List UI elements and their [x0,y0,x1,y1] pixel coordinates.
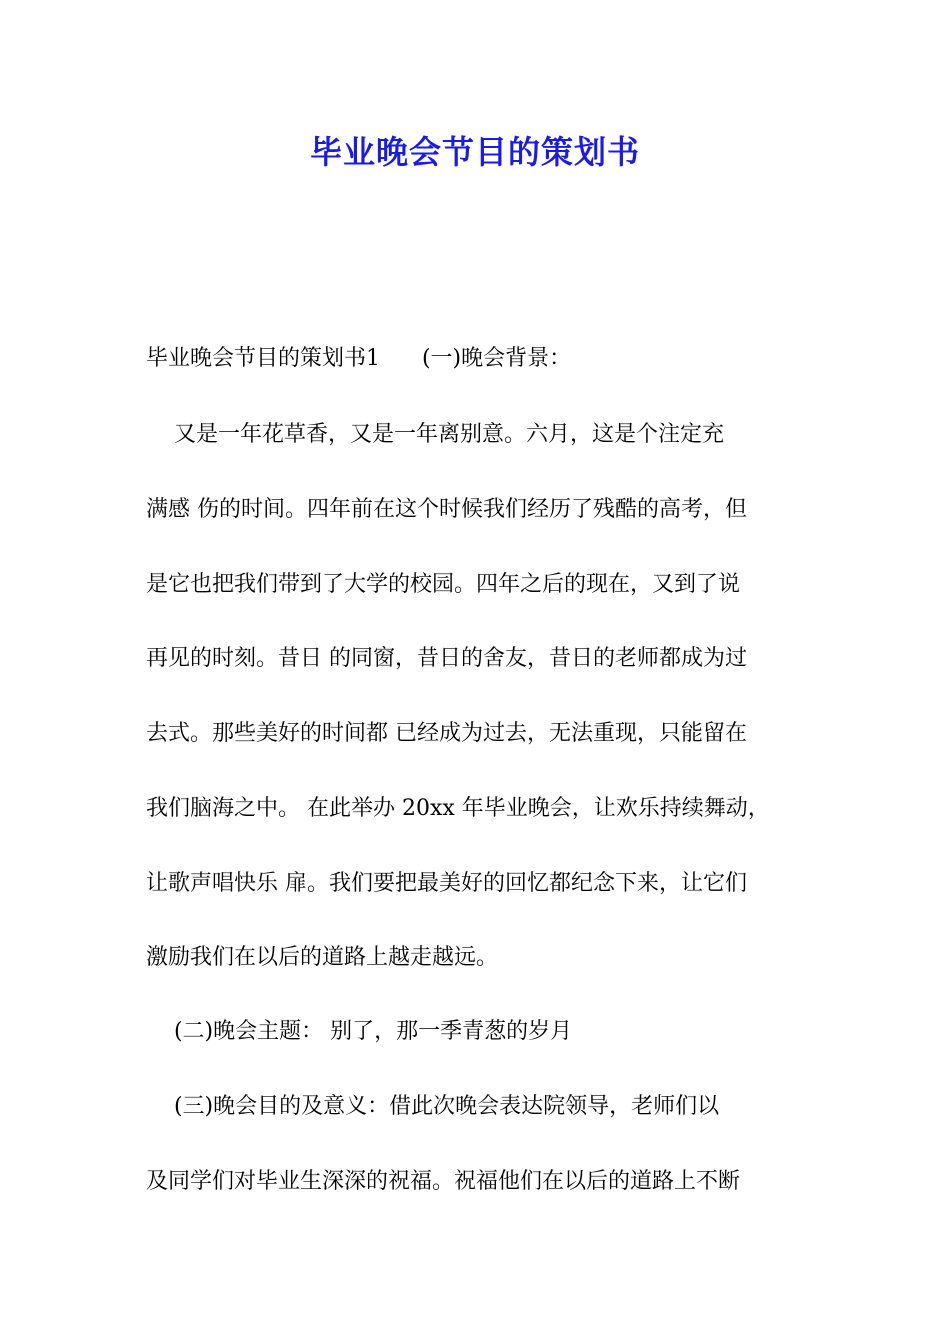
paragraph-line: 满感 伤的时间。四年前在这个时候我们经历了残酷的高考，但 [146,497,747,522]
paragraph-line: 再见的时刻。昔日 的同窗，昔日的舍友，昔日的老师都成为过 [146,646,747,671]
paragraph-line: 我们脑海之中。 在此举办 20xx 年毕业晚会，让欢乐持续舞动， [146,796,770,821]
paragraph-line: 去式。那些美好的时间都 已经成为过去，无法重现，只能留在 [146,721,747,746]
paragraph-line: 让歌声唱快乐 扉。我们要把最美好的回忆都纪念下来，让它们 [146,871,747,896]
paragraph-line: 毕业晚会节目的策划书1 (一)晚会背景： [146,346,572,371]
paragraph-line: 又是一年花草香，又是一年离别意。六月，这是个注定充 [146,422,724,447]
paragraph-line: 激励我们在以后的道路上越走越远。 [146,945,499,970]
document-title: 毕业晚会节目的策划书 [309,133,640,171]
paragraph-line: 及同学们对毕业生深深的祝福。祝福他们在以后的道路上不断 [146,1169,741,1194]
paragraph-line: (二)晚会主题： 别了，那一季青葱的岁月 [146,1019,573,1044]
paragraph-line: 是它也把我们带到了大学的校园。四年之后的现在，又到了说 [146,572,741,597]
paragraph-line: (三)晚会目的及意义：借此次晚会表达院领导，老师们以 [146,1094,720,1119]
